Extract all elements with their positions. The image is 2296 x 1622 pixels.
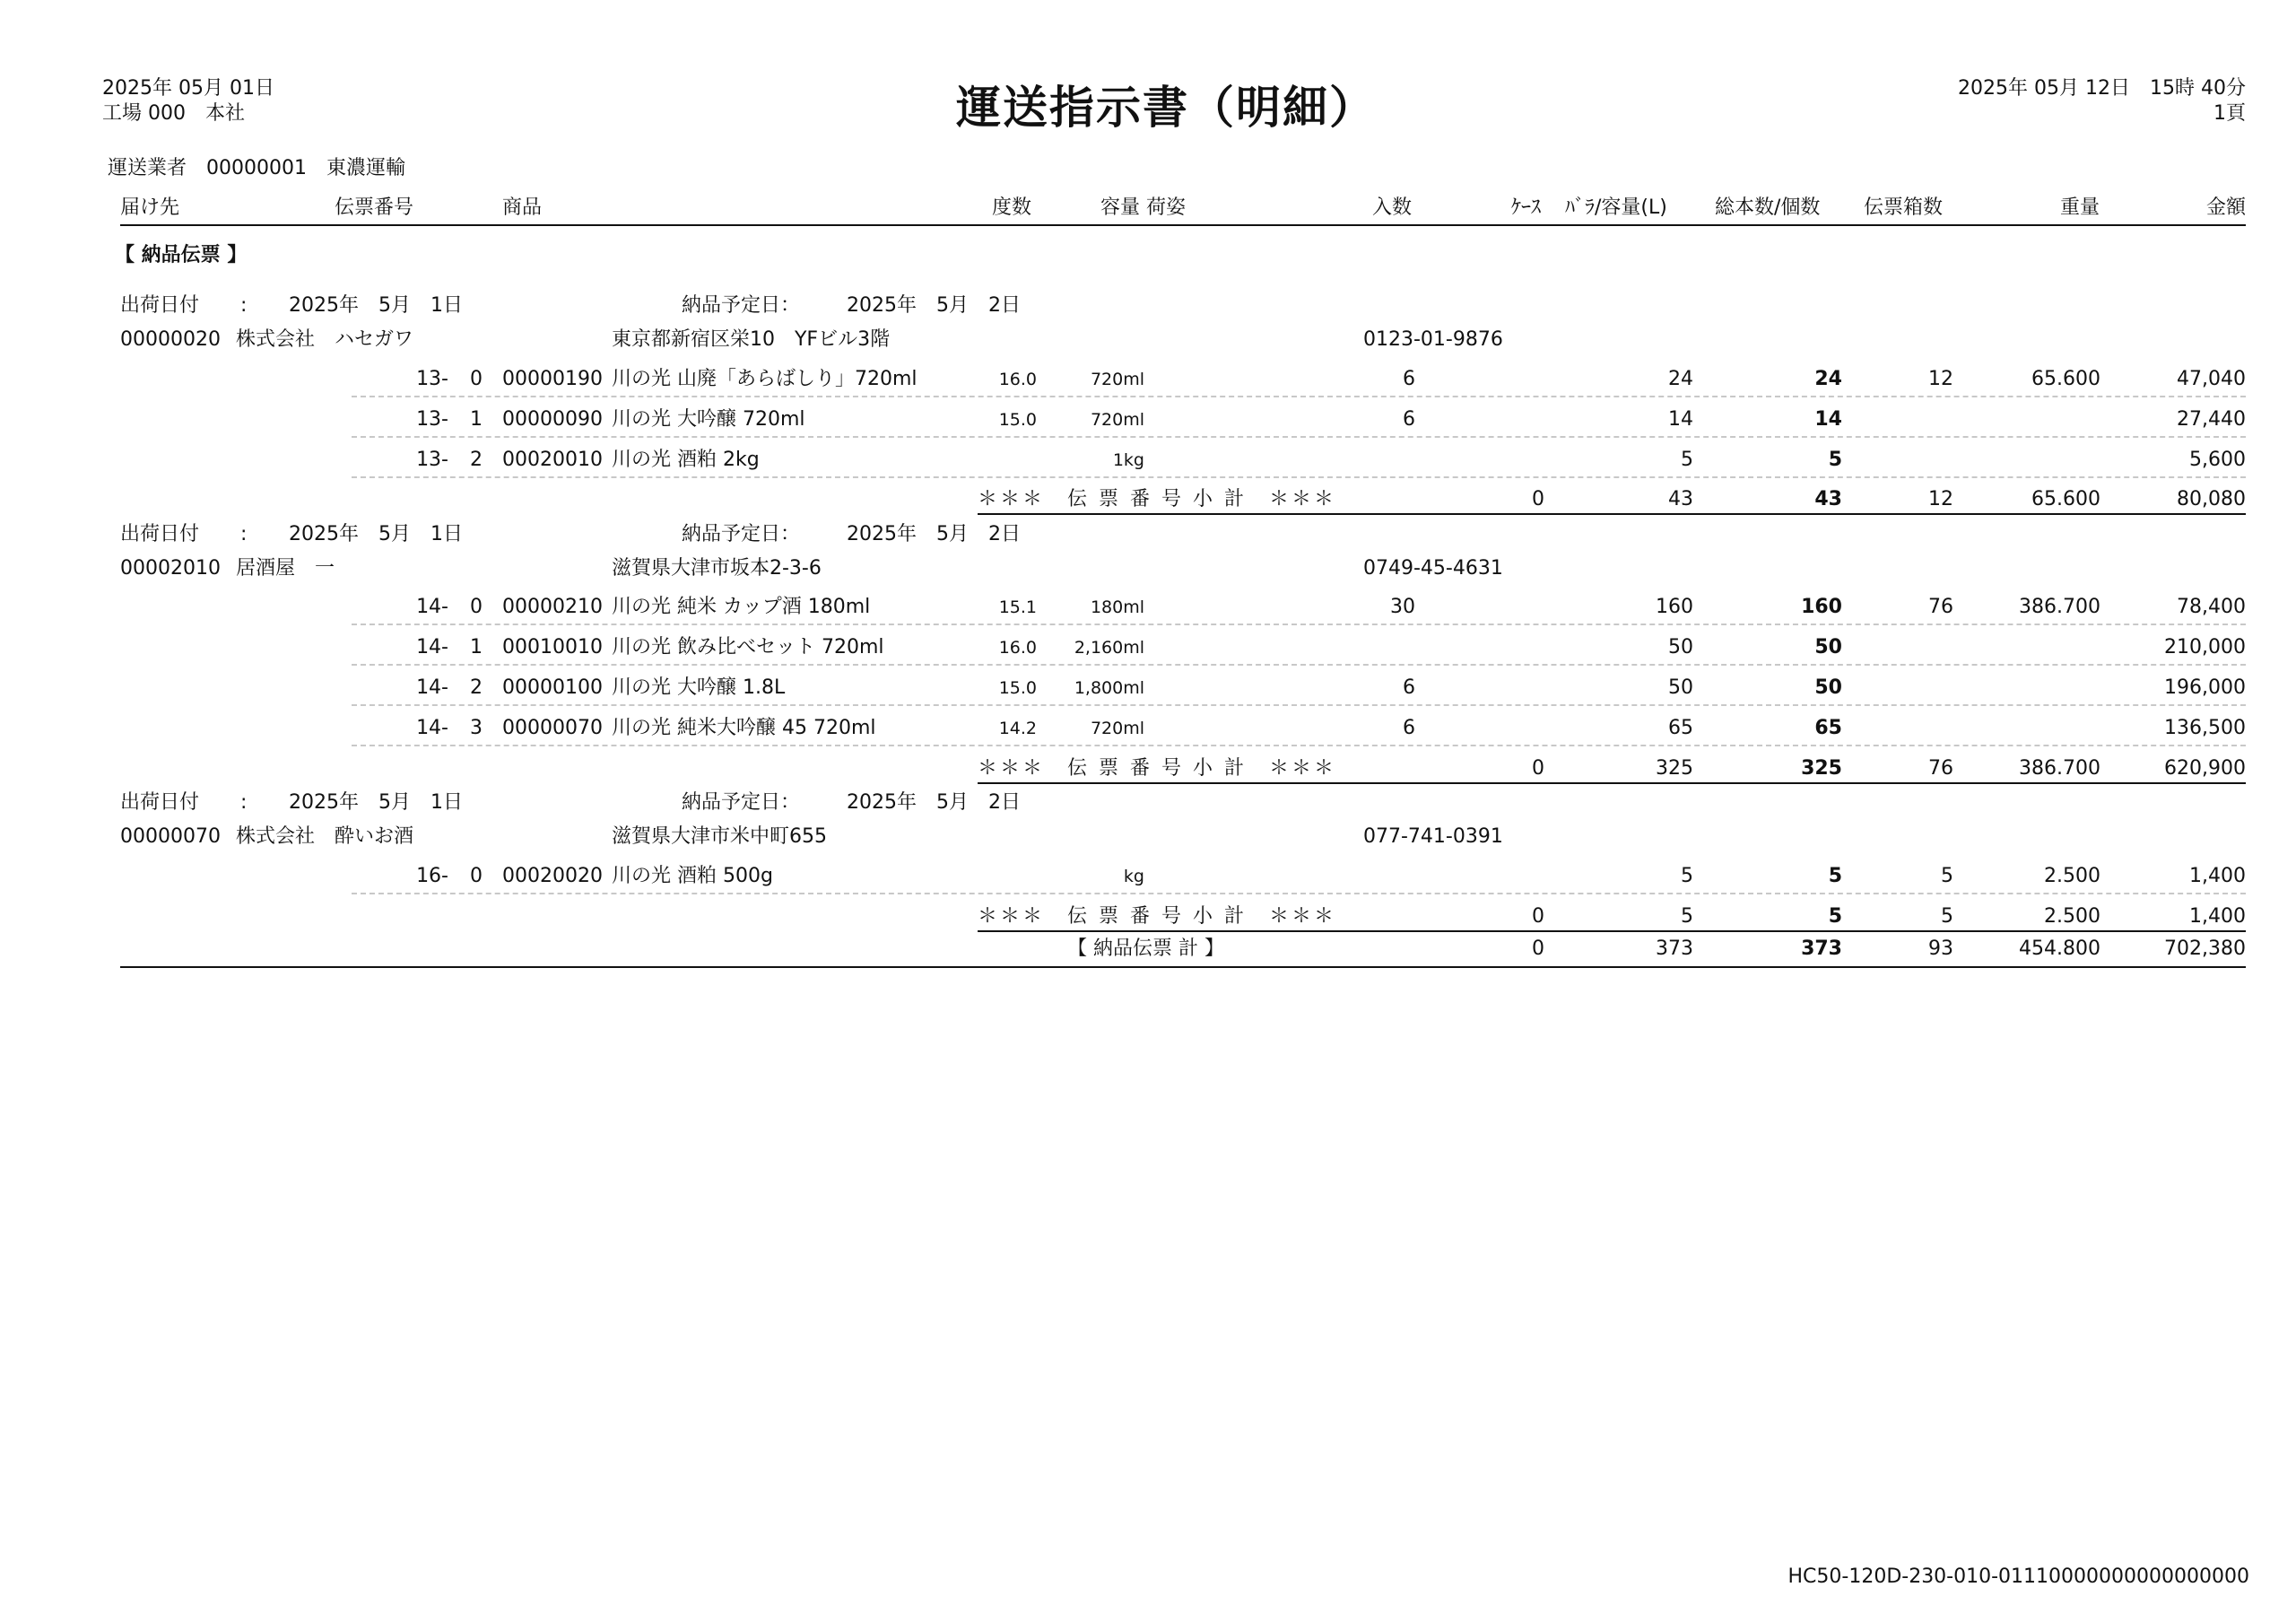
destination-code: 00002010 <box>120 557 221 580</box>
delivery-date-label: 納品予定日： <box>682 523 801 545</box>
section-label: 【 納品伝票 】 <box>115 244 248 266</box>
capacity: 2,160ml <box>1074 638 1144 658</box>
carrier-label: 運送業者 00000001 東濃運輸 <box>108 157 405 179</box>
col-capacity-pack: 容量 荷姿 <box>1100 196 1186 219</box>
weight: 2.500 <box>2044 865 2100 887</box>
grand-total-weight: 454.800 <box>2019 937 2100 960</box>
destination-address: 滋賀県大津市米中町655 <box>612 825 827 848</box>
product-name: 川の光 飲み比べセット 720ml <box>612 636 884 658</box>
slip-number: 13- <box>416 408 448 431</box>
col-product: 商品 <box>502 196 543 219</box>
per-case: 30 <box>1390 596 1415 618</box>
bara-count: 24 <box>1668 368 1693 390</box>
grand-total-label: 【 納品伝票 計 】 <box>1067 937 1224 960</box>
per-case: 6 <box>1403 368 1415 390</box>
header-rule <box>120 224 2246 226</box>
capacity: 720ml <box>1090 410 1144 430</box>
product-name: 川の光 山廃「あらばしり」720ml <box>612 368 918 390</box>
total-count: 160 <box>1801 596 1842 618</box>
page-title: 運送指示書（明細） <box>956 82 1376 134</box>
grand-total-bara: 373 <box>1656 937 1693 960</box>
item-code: 00020020 <box>502 865 603 887</box>
delivery-date-label: 納品予定日： <box>682 294 801 317</box>
slip-sub-number: 3 <box>470 717 483 739</box>
subtotal-rule <box>978 513 2246 515</box>
product-name: 川の光 大吟醸 1.8L <box>612 676 786 699</box>
total-count: 50 <box>1814 676 1842 699</box>
amount: 27,440 <box>2177 408 2246 431</box>
subtotal-boxes: 76 <box>1928 757 1953 780</box>
per-case: 6 <box>1403 717 1415 739</box>
delivery-date: 2025年 5月 2日 <box>847 294 1021 317</box>
subtotal-amount: 80,080 <box>2177 488 2246 510</box>
slip-sub-number: 0 <box>470 596 483 618</box>
total-count: 14 <box>1814 408 1842 431</box>
slip-number: 14- <box>416 636 448 658</box>
destination-tel: 0123-01-9876 <box>1363 328 1503 351</box>
ship-date: 2025年 5月 1日 <box>289 791 463 814</box>
product-name: 川の光 大吟醸 720ml <box>612 408 805 431</box>
subtotal-boxes: 12 <box>1928 488 1953 510</box>
delivery-date-label: 納品予定日： <box>682 791 801 814</box>
destination-address: 滋賀県大津市坂本2-3-6 <box>612 557 822 580</box>
item-code: 00000210 <box>502 596 603 618</box>
col-slip-boxes: 伝票箱数 <box>1864 196 1944 219</box>
subtotal-label: ＊＊＊ 伝 票 番 号 小 計 ＊＊＊ <box>978 757 1336 780</box>
destination-name: 居酒屋 一 <box>236 557 335 580</box>
bara-count: 50 <box>1668 676 1693 699</box>
subtotal-bara: 5 <box>1681 905 1693 928</box>
total-count: 65 <box>1814 717 1842 739</box>
capacity: 1kg <box>1112 450 1144 470</box>
subtotal-amount: 1,400 <box>2189 905 2246 928</box>
col-degree: 度数 <box>992 196 1032 219</box>
page-number: 1頁 <box>2213 102 2246 125</box>
subtotal-count: 325 <box>1801 757 1842 780</box>
subtotal-amount: 620,900 <box>2164 757 2246 780</box>
subtotal-rule <box>978 782 2246 784</box>
weight: 386.700 <box>2019 596 2100 618</box>
slip-number: 14- <box>416 717 448 739</box>
ship-date-colon: : <box>240 294 248 317</box>
subtotal-bara: 43 <box>1668 488 1693 510</box>
degree: 14.2 <box>998 719 1037 738</box>
ship-date-label: 出荷日付 <box>120 791 200 814</box>
slip-sub-number: 1 <box>470 408 483 431</box>
subtotal-weight: 65.600 <box>2031 488 2100 510</box>
slip-sub-number: 2 <box>470 676 483 699</box>
amount: 210,000 <box>2164 636 2246 658</box>
row-separator <box>352 436 2246 438</box>
product-name: 川の光 酒粕 2kg <box>612 449 760 471</box>
col-case: ｹｰｽ <box>1511 196 1542 219</box>
slip-number: 13- <box>416 368 448 390</box>
amount: 5,600 <box>2189 449 2246 471</box>
destination-name: 株式会社 ハセガワ <box>236 328 414 351</box>
slip-boxes: 12 <box>1928 368 1953 390</box>
item-code: 00000090 <box>502 408 603 431</box>
capacity: kg <box>1123 867 1144 886</box>
bara-count: 5 <box>1681 449 1693 471</box>
factory-label: 工場 000 本社 <box>102 102 245 125</box>
degree: 15.0 <box>998 678 1037 698</box>
subtotal-label: ＊＊＊ 伝 票 番 号 小 計 ＊＊＊ <box>978 488 1336 510</box>
amount: 47,040 <box>2177 368 2246 390</box>
slip-number: 14- <box>416 676 448 699</box>
row-separator <box>352 476 2246 478</box>
row-separator <box>352 893 2246 894</box>
grand-total-boxes: 93 <box>1928 937 1953 960</box>
item-code: 00000070 <box>502 717 603 739</box>
slip-sub-number: 1 <box>470 636 483 658</box>
col-dest: 届け先 <box>120 196 180 219</box>
slip-sub-number: 0 <box>470 368 483 390</box>
col-total-count: 総本数/個数 <box>1715 196 1821 219</box>
total-count: 5 <box>1828 449 1842 471</box>
bara-count: 50 <box>1668 636 1693 658</box>
grand-total-case: 0 <box>1532 937 1544 960</box>
total-count: 24 <box>1814 368 1842 390</box>
item-code: 00020010 <box>502 449 603 471</box>
row-separator <box>352 745 2246 746</box>
destination-code: 00000020 <box>120 328 221 351</box>
subtotal-boxes: 5 <box>1941 905 1953 928</box>
degree: 16.0 <box>998 370 1037 389</box>
col-amount: 金額 <box>2205 196 2246 219</box>
slip-sub-number: 0 <box>470 865 483 887</box>
degree: 16.0 <box>998 638 1037 658</box>
item-code: 00000100 <box>502 676 603 699</box>
subtotal-case: 0 <box>1532 757 1544 780</box>
col-weight: 重量 <box>2059 196 2100 219</box>
destination-code: 00000070 <box>120 825 221 848</box>
col-bara: ﾊﾞﾗ/容量(L) <box>1565 196 1667 219</box>
capacity: 720ml <box>1090 719 1144 738</box>
subtotal-count: 43 <box>1814 488 1842 510</box>
subtotal-case: 0 <box>1532 488 1544 510</box>
slip-boxes: 76 <box>1928 596 1953 618</box>
amount: 78,400 <box>2177 596 2246 618</box>
col-slip-no: 伝票番号 <box>335 196 414 219</box>
ship-date-label: 出荷日付 <box>120 294 200 317</box>
bara-count: 160 <box>1656 596 1693 618</box>
ship-date: 2025年 5月 1日 <box>289 294 463 317</box>
row-separator <box>352 624 2246 625</box>
grand-total-amount: 702,380 <box>2164 937 2246 960</box>
bara-count: 65 <box>1668 717 1693 739</box>
per-case: 6 <box>1403 676 1415 699</box>
degree: 15.1 <box>998 597 1037 617</box>
subtotal-label: ＊＊＊ 伝 票 番 号 小 計 ＊＊＊ <box>978 905 1336 928</box>
delivery-date: 2025年 5月 2日 <box>847 523 1021 545</box>
subtotal-weight: 386.700 <box>2019 757 2100 780</box>
grand-total-count: 373 <box>1801 937 1842 960</box>
capacity: 1,800ml <box>1074 678 1144 698</box>
col-per-case: 入数 <box>1372 196 1413 219</box>
weight: 65.600 <box>2031 368 2100 390</box>
amount: 136,500 <box>2164 717 2246 739</box>
destination-address: 東京都新宿区栄10 YFビル3階 <box>612 328 891 351</box>
grand-total-rule <box>120 966 2246 968</box>
ship-date-label: 出荷日付 <box>120 523 200 545</box>
subtotal-weight: 2.500 <box>2044 905 2100 928</box>
ship-date-colon: : <box>240 523 248 545</box>
destination-name: 株式会社 酔いお酒 <box>236 825 414 848</box>
bara-count: 14 <box>1668 408 1693 431</box>
row-separator <box>352 396 2246 397</box>
footer-code: HC50-120D-230-010-01110000000000000000 <box>1787 1565 2249 1588</box>
product-name: 川の光 酒粕 500g <box>612 865 773 887</box>
amount: 1,400 <box>2189 865 2246 887</box>
total-count: 5 <box>1828 865 1842 887</box>
subtotal-rule <box>978 930 2246 932</box>
destination-tel: 077-741-0391 <box>1363 825 1503 848</box>
slip-number: 16- <box>416 865 448 887</box>
amount: 196,000 <box>2164 676 2246 699</box>
delivery-date: 2025年 5月 2日 <box>847 791 1021 814</box>
total-count: 50 <box>1814 636 1842 658</box>
item-code: 00000190 <box>502 368 603 390</box>
item-code: 00010010 <box>502 636 603 658</box>
subtotal-bara: 325 <box>1656 757 1693 780</box>
row-separator <box>352 664 2246 666</box>
product-name: 川の光 純米大吟醸 45 720ml <box>612 717 876 739</box>
slip-boxes: 5 <box>1941 865 1953 887</box>
per-case: 6 <box>1403 408 1415 431</box>
output-datetime: 2025年 05月 12日 15時 40分 <box>1958 77 2246 100</box>
subtotal-count: 5 <box>1828 905 1842 928</box>
ship-date: 2025年 5月 1日 <box>289 523 463 545</box>
bara-count: 5 <box>1681 865 1693 887</box>
capacity: 720ml <box>1090 370 1144 389</box>
row-separator <box>352 704 2246 706</box>
slip-number: 14- <box>416 596 448 618</box>
slip-number: 13- <box>416 449 448 471</box>
capacity: 180ml <box>1090 597 1144 617</box>
degree: 15.0 <box>998 410 1037 430</box>
destination-tel: 0749-45-4631 <box>1363 557 1503 580</box>
print-date: 2025年 05月 01日 <box>102 77 274 100</box>
product-name: 川の光 純米 カップ酒 180ml <box>612 596 871 618</box>
subtotal-case: 0 <box>1532 905 1544 928</box>
ship-date-colon: : <box>240 791 248 814</box>
slip-sub-number: 2 <box>470 449 483 471</box>
